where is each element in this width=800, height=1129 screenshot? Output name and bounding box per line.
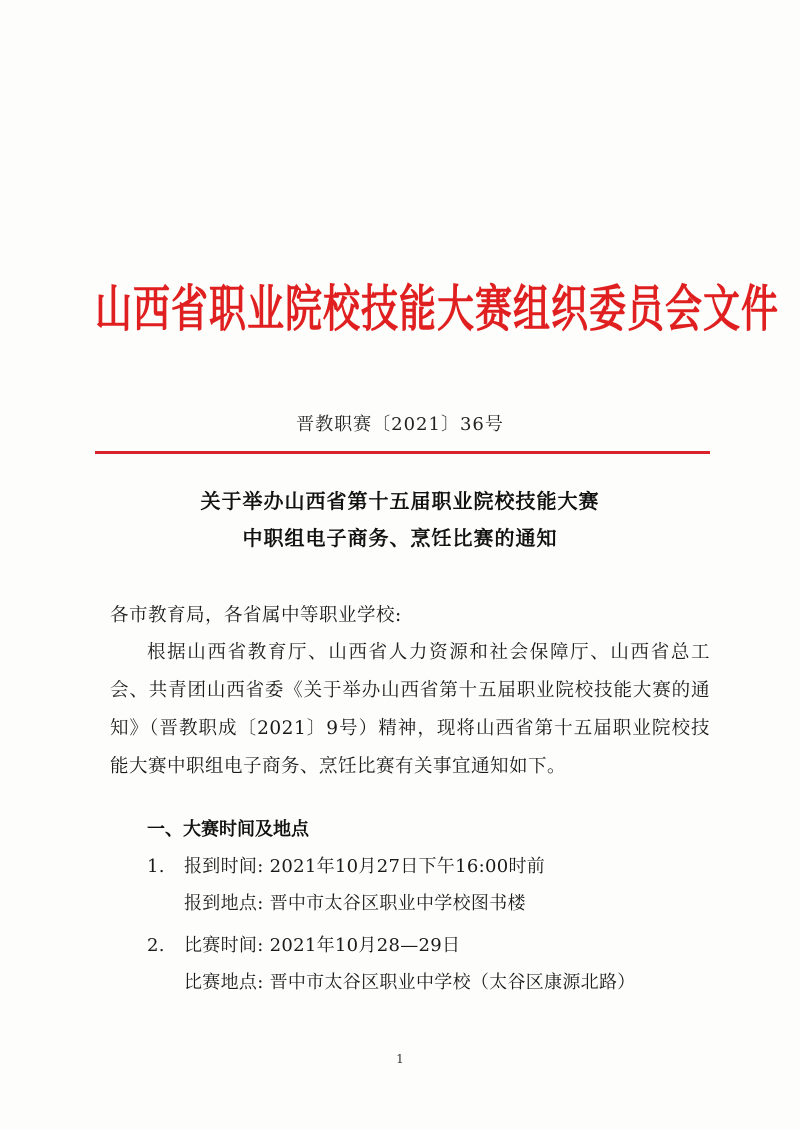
issuing-organization-title: 山西省职业院校技能大赛组织委员会文件 — [95, 280, 779, 339]
body-paragraph: 根据山西省教育厅、山西省人力资源和社会保障厅、山西省总工会、共青团山西省委《关于举办山西省第十五届职业院校技能大赛的通知》（晋教职成〔2021〕9号）精神，现将山西省第十五届职业院校技能大赛中职组电子商务、烹饪比赛有关事宜通知如下。 — [110, 642, 710, 777]
salutation: 各市教育局，各省属中等职业学校: — [110, 605, 402, 626]
competition-location: 比赛地点: 晋中市太谷区职业中学校（太谷区康源北路） — [184, 972, 636, 993]
notice-title-line-1: 关于举办山西省第十五届职业院校技能大赛 — [200, 489, 600, 513]
competition-time: 比赛时间: 2021年10月28—29日 — [184, 935, 461, 956]
section-heading-time-location: 一、大赛时间及地点 — [147, 819, 309, 840]
red-divider-line — [95, 451, 710, 454]
list-item-registration — [147, 852, 545, 878]
page-number: 1 — [396, 1052, 404, 1066]
registration-location: 报到地点: 晋中市太谷区职业中学校图书楼 — [184, 893, 526, 914]
document-number: 晋教职赛〔2021〕36号 — [296, 414, 504, 435]
list-item-number: 2. — [147, 935, 165, 956]
list-item-number: 1. — [147, 856, 165, 877]
list-item-competition — [147, 931, 460, 957]
registration-time: 报到时间: 2021年10月27日下午16:00时前 — [184, 856, 546, 877]
notice-title-line-2: 中职组电子商务、烹饪比赛的通知 — [242, 526, 558, 550]
